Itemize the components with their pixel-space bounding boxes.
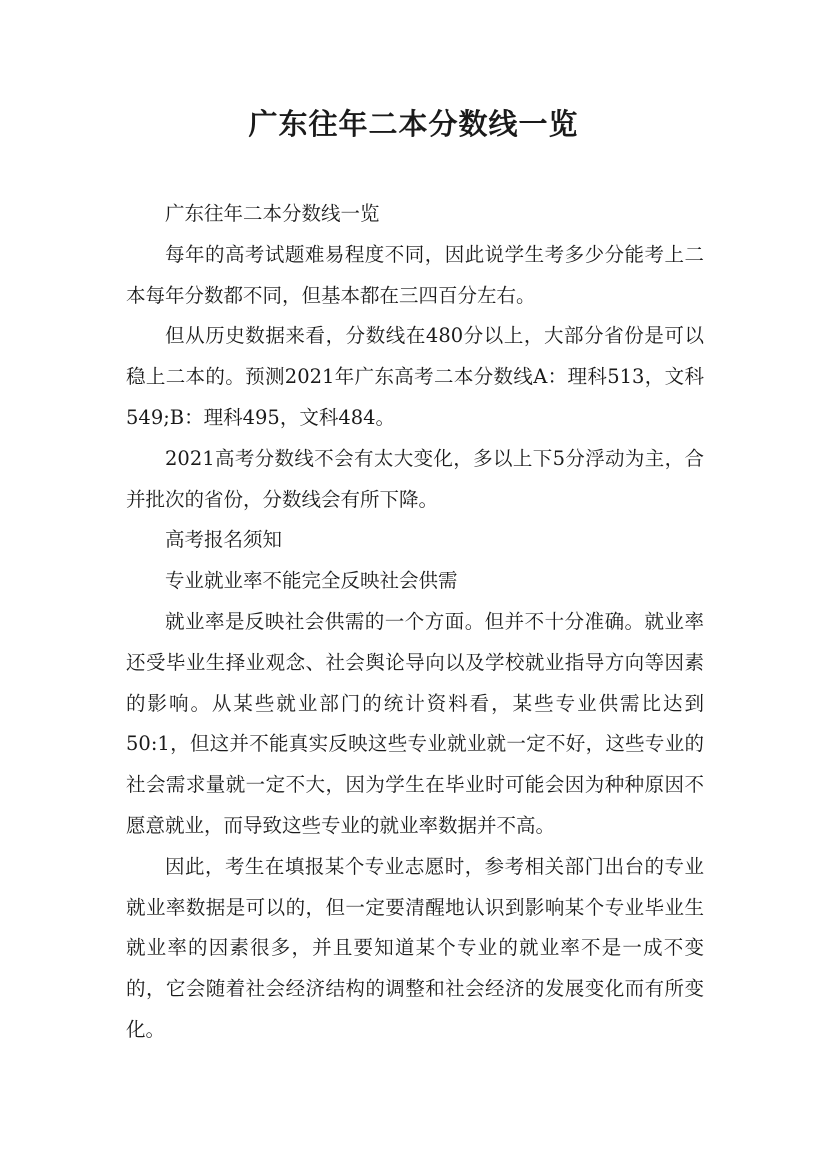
paragraph-employment-rate: 就业率是反映社会供需的一个方面。但并不十分准确。就业率还受毕业生择业观念、社会舆论导向以及学校就业指导方向等因素的影响。从某些就业部门的统计资料看，某些专业供需比达到50:1，但这并不能真实反映这些专业就业就一定不好，这些专业的社会需求量就一定不大，因为学生在毕业时可能会因为种种原因不愿意就业，而导致这些专业的就业率数据并不高。 [126, 609, 704, 837]
section-heading-registration: 高考报名须知 [165, 528, 283, 552]
section-heading-employment: 专业就业率不能完全反映社会供需 [165, 569, 458, 593]
paragraph-intro: 每年的高考试题难易程度不同，因此说学生考多少分能考上二本每年分数都不同，但基本都在三四百分左右。 [126, 242, 704, 307]
document-body [126, 194, 704, 1051]
paragraph-subtitle: 广东往年二本分数线一览 [165, 202, 380, 225]
document-title: 广东往年二本分数线一览 [248, 107, 579, 141]
paragraph-2021: 2021高考分数线不会有太大变化，多以上下5分浮动为主，合并批次的省份，分数线会有所下降。 [126, 446, 704, 511]
paragraph-conclusion: 因此，考生在填报某个专业志愿时，参考相关部门出台的专业就业率数据是可以的，但一定要清醒地认识到影响某个专业毕业生就业率的因素很多，并且要知道某个专业的就业率不是一成不变的，它会随着社会经济结构的调整和社会经济的发展变化而有所变化。 [126, 854, 704, 1041]
paragraph-history: 但从历史数据来看，分数线在480分以上，大部分省份是可以稳上二本的。预测2021年广东高考二本分数线A：理科513，文科549;B：理科495，文科484。 [126, 324, 704, 429]
